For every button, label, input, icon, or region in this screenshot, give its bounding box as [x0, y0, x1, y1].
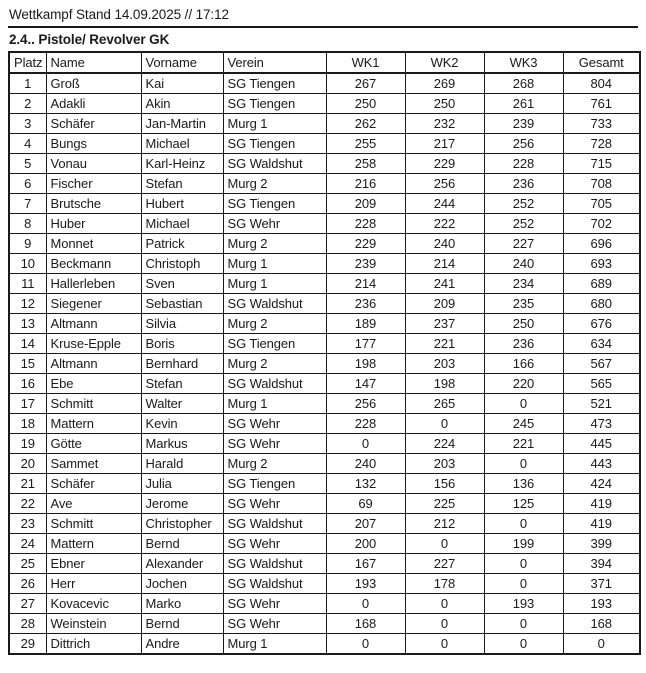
table-row — [9, 354, 640, 374]
cell-wk1: 228 — [326, 214, 405, 234]
cell-verein: SG Tiengen — [223, 474, 326, 494]
cell-platz: 1 — [9, 73, 46, 94]
cell-vorname: Stefan — [141, 174, 223, 194]
cell-wk2: 269 — [405, 73, 484, 94]
table-row — [9, 514, 640, 534]
table-row — [9, 534, 640, 554]
cell-gesamt: 715 — [563, 154, 640, 174]
cell-vorname: Boris — [141, 334, 223, 354]
cell-verein: SG Tiengen — [223, 94, 326, 114]
section-title: 2.4.. Pistole/ Revolver GK — [9, 32, 170, 47]
table-row — [9, 274, 640, 294]
table-row — [9, 414, 640, 434]
cell-name: Brutsche — [46, 194, 141, 214]
cell-wk3: 250 — [484, 314, 563, 334]
cell-platz: 7 — [9, 194, 46, 214]
cell-wk2: 221 — [405, 334, 484, 354]
cell-wk3: 199 — [484, 534, 563, 554]
cell-wk1: 239 — [326, 254, 405, 274]
cell-gesamt: 702 — [563, 214, 640, 234]
cell-wk3: 125 — [484, 494, 563, 514]
cell-wk3: 239 — [484, 114, 563, 134]
column-header-vorname: Vorname — [141, 52, 223, 73]
cell-vorname: Jerome — [141, 494, 223, 514]
cell-wk2: 178 — [405, 574, 484, 594]
cell-verein: SG Waldshut — [223, 574, 326, 594]
cell-platz: 3 — [9, 114, 46, 134]
cell-wk1: 228 — [326, 414, 405, 434]
cell-platz: 25 — [9, 554, 46, 574]
cell-name: Siegener — [46, 294, 141, 314]
cell-vorname: Patrick — [141, 234, 223, 254]
cell-wk1: 167 — [326, 554, 405, 574]
cell-wk2: 212 — [405, 514, 484, 534]
cell-vorname: Michael — [141, 214, 223, 234]
cell-gesamt: 0 — [563, 634, 640, 655]
cell-gesamt: 728 — [563, 134, 640, 154]
table-row — [9, 494, 640, 514]
cell-vorname: Hubert — [141, 194, 223, 214]
cell-platz: 19 — [9, 434, 46, 454]
cell-wk2: 222 — [405, 214, 484, 234]
cell-gesamt: 804 — [563, 73, 640, 94]
cell-wk2: 0 — [405, 634, 484, 655]
column-header-gesamt: Gesamt — [563, 52, 640, 73]
cell-gesamt: 445 — [563, 434, 640, 454]
cell-vorname: Karl-Heinz — [141, 154, 223, 174]
cell-vorname: Sven — [141, 274, 223, 294]
cell-wk3: 220 — [484, 374, 563, 394]
cell-name: Adakli — [46, 94, 141, 114]
cell-gesamt: 680 — [563, 294, 640, 314]
cell-gesamt: 733 — [563, 114, 640, 134]
cell-platz: 11 — [9, 274, 46, 294]
cell-platz: 29 — [9, 634, 46, 655]
cell-verein: SG Waldshut — [223, 154, 326, 174]
cell-verein: SG Waldshut — [223, 514, 326, 534]
cell-name: Altmann — [46, 354, 141, 374]
column-header-wk1: WK1 — [326, 52, 405, 73]
table-row — [9, 594, 640, 614]
cell-verein: Murg 2 — [223, 314, 326, 334]
table-row — [9, 554, 640, 574]
cell-wk3: 0 — [484, 634, 563, 655]
cell-wk2: 229 — [405, 154, 484, 174]
table-row — [9, 634, 640, 655]
cell-wk1: 262 — [326, 114, 405, 134]
table-row — [9, 134, 640, 154]
cell-gesamt: 705 — [563, 194, 640, 214]
table-row — [9, 454, 640, 474]
cell-wk1: 198 — [326, 354, 405, 374]
cell-wk2: 256 — [405, 174, 484, 194]
cell-wk2: 227 — [405, 554, 484, 574]
cell-wk1: 267 — [326, 73, 405, 94]
cell-gesamt: 424 — [563, 474, 640, 494]
cell-vorname: Marko — [141, 594, 223, 614]
cell-gesamt: 696 — [563, 234, 640, 254]
results-table-body — [9, 73, 640, 654]
cell-vorname: Kevin — [141, 414, 223, 434]
cell-platz: 24 — [9, 534, 46, 554]
cell-wk2: 214 — [405, 254, 484, 274]
cell-platz: 23 — [9, 514, 46, 534]
cell-name: Ebner — [46, 554, 141, 574]
cell-gesamt: 676 — [563, 314, 640, 334]
cell-wk1: 250 — [326, 94, 405, 114]
cell-wk3: 235 — [484, 294, 563, 314]
table-row — [9, 234, 640, 254]
cell-platz: 18 — [9, 414, 46, 434]
table-row — [9, 94, 640, 114]
cell-vorname: Christopher — [141, 514, 223, 534]
cell-platz: 10 — [9, 254, 46, 274]
cell-verein: SG Wehr — [223, 534, 326, 554]
cell-wk2: 241 — [405, 274, 484, 294]
cell-wk1: 240 — [326, 454, 405, 474]
cell-vorname: Bernd — [141, 614, 223, 634]
cell-wk2: 250 — [405, 94, 484, 114]
cell-name: Kruse-Epple — [46, 334, 141, 354]
table-row — [9, 73, 640, 94]
cell-platz: 4 — [9, 134, 46, 154]
cell-gesamt: 567 — [563, 354, 640, 374]
cell-name: Ebe — [46, 374, 141, 394]
cell-name: Schäfer — [46, 474, 141, 494]
table-row — [9, 154, 640, 174]
column-header-wk2: WK2 — [405, 52, 484, 73]
cell-wk3: 227 — [484, 234, 563, 254]
cell-wk1: 214 — [326, 274, 405, 294]
table-row — [9, 214, 640, 234]
cell-verein: Murg 1 — [223, 114, 326, 134]
cell-gesamt: 634 — [563, 334, 640, 354]
cell-platz: 16 — [9, 374, 46, 394]
cell-platz: 13 — [9, 314, 46, 334]
cell-wk3: 136 — [484, 474, 563, 494]
cell-vorname: Kai — [141, 73, 223, 94]
cell-vorname: Jan-Martin — [141, 114, 223, 134]
cell-platz: 9 — [9, 234, 46, 254]
cell-vorname: Markus — [141, 434, 223, 454]
cell-verein: SG Wehr — [223, 414, 326, 434]
cell-wk3: 252 — [484, 214, 563, 234]
cell-name: Bungs — [46, 134, 141, 154]
cell-gesamt: 419 — [563, 514, 640, 534]
cell-name: Ave — [46, 494, 141, 514]
cell-verein: Murg 1 — [223, 394, 326, 414]
cell-platz: 17 — [9, 394, 46, 414]
cell-verein: SG Wehr — [223, 594, 326, 614]
cell-vorname: Andre — [141, 634, 223, 655]
cell-wk1: 0 — [326, 634, 405, 655]
cell-platz: 15 — [9, 354, 46, 374]
cell-wk3: 0 — [484, 454, 563, 474]
cell-vorname: Walter — [141, 394, 223, 414]
table-row — [9, 174, 640, 194]
results-table — [8, 51, 641, 655]
cell-vorname: Julia — [141, 474, 223, 494]
cell-wk1: 177 — [326, 334, 405, 354]
cell-vorname: Christoph — [141, 254, 223, 274]
cell-wk3: 0 — [484, 614, 563, 634]
cell-wk3: 245 — [484, 414, 563, 434]
cell-platz: 22 — [9, 494, 46, 514]
cell-wk2: 237 — [405, 314, 484, 334]
cell-wk3: 240 — [484, 254, 563, 274]
cell-platz: 5 — [9, 154, 46, 174]
cell-gesamt: 565 — [563, 374, 640, 394]
cell-wk3: 0 — [484, 394, 563, 414]
cell-wk3: 0 — [484, 574, 563, 594]
cell-wk2: 198 — [405, 374, 484, 394]
cell-wk2: 0 — [405, 414, 484, 434]
cell-wk1: 209 — [326, 194, 405, 214]
cell-platz: 2 — [9, 94, 46, 114]
cell-gesamt: 193 — [563, 594, 640, 614]
cell-wk2: 156 — [405, 474, 484, 494]
cell-wk3: 268 — [484, 73, 563, 94]
cell-wk2: 225 — [405, 494, 484, 514]
cell-wk1: 193 — [326, 574, 405, 594]
cell-name: Schmitt — [46, 514, 141, 534]
cell-gesamt: 371 — [563, 574, 640, 594]
table-row — [9, 294, 640, 314]
cell-verein: Murg 2 — [223, 354, 326, 374]
cell-vorname: Stefan — [141, 374, 223, 394]
cell-gesamt: 521 — [563, 394, 640, 414]
cell-vorname: Alexander — [141, 554, 223, 574]
cell-wk1: 132 — [326, 474, 405, 494]
cell-verein: SG Tiengen — [223, 73, 326, 94]
column-header-platz: Platz — [9, 52, 46, 73]
cell-wk3: 261 — [484, 94, 563, 114]
cell-wk1: 0 — [326, 594, 405, 614]
cell-wk3: 236 — [484, 174, 563, 194]
cell-name: Götte — [46, 434, 141, 454]
cell-gesamt: 689 — [563, 274, 640, 294]
cell-verein: SG Waldshut — [223, 374, 326, 394]
cell-wk2: 0 — [405, 534, 484, 554]
cell-vorname: Bernhard — [141, 354, 223, 374]
cell-wk2: 0 — [405, 594, 484, 614]
cell-name: Herr — [46, 574, 141, 594]
cell-gesamt: 761 — [563, 94, 640, 114]
results-table-header — [9, 52, 640, 73]
cell-wk1: 189 — [326, 314, 405, 334]
table-row — [9, 474, 640, 494]
cell-verein: SG Wehr — [223, 494, 326, 514]
cell-platz: 20 — [9, 454, 46, 474]
cell-wk1: 207 — [326, 514, 405, 534]
cell-name: Sammet — [46, 454, 141, 474]
cell-gesamt: 168 — [563, 614, 640, 634]
cell-wk2: 224 — [405, 434, 484, 454]
table-row — [9, 374, 640, 394]
cell-platz: 6 — [9, 174, 46, 194]
cell-wk1: 255 — [326, 134, 405, 154]
cell-name: Mattern — [46, 534, 141, 554]
cell-wk1: 258 — [326, 154, 405, 174]
cell-platz: 21 — [9, 474, 46, 494]
table-row — [9, 334, 640, 354]
cell-verein: Murg 1 — [223, 254, 326, 274]
cell-name: Groß — [46, 73, 141, 94]
table-row — [9, 254, 640, 274]
cell-wk3: 166 — [484, 354, 563, 374]
table-row — [9, 314, 640, 334]
cell-name: Altmann — [46, 314, 141, 334]
cell-vorname: Michael — [141, 134, 223, 154]
cell-verein: SG Tiengen — [223, 334, 326, 354]
header-row — [9, 52, 640, 73]
report-title: Wettkampf Stand 14.09.2025 // 17:12 — [9, 7, 229, 22]
cell-vorname: Bernd — [141, 534, 223, 554]
cell-wk2: 244 — [405, 194, 484, 214]
cell-wk3: 236 — [484, 334, 563, 354]
cell-name: Beckmann — [46, 254, 141, 274]
cell-vorname: Harald — [141, 454, 223, 474]
cell-platz: 27 — [9, 594, 46, 614]
cell-wk2: 232 — [405, 114, 484, 134]
cell-verein: SG Tiengen — [223, 194, 326, 214]
cell-wk2: 217 — [405, 134, 484, 154]
cell-wk1: 236 — [326, 294, 405, 314]
cell-wk3: 234 — [484, 274, 563, 294]
cell-vorname: Sebastian — [141, 294, 223, 314]
table-row — [9, 114, 640, 134]
cell-platz: 26 — [9, 574, 46, 594]
cell-wk1: 229 — [326, 234, 405, 254]
table-row — [9, 394, 640, 414]
cell-verein: Murg 2 — [223, 454, 326, 474]
cell-wk1: 216 — [326, 174, 405, 194]
cell-name: Kovacevic — [46, 594, 141, 614]
cell-verein: Murg 2 — [223, 234, 326, 254]
cell-vorname: Silvia — [141, 314, 223, 334]
cell-wk2: 265 — [405, 394, 484, 414]
cell-platz: 12 — [9, 294, 46, 314]
cell-gesamt: 708 — [563, 174, 640, 194]
cell-wk3: 193 — [484, 594, 563, 614]
cell-name: Huber — [46, 214, 141, 234]
cell-wk3: 252 — [484, 194, 563, 214]
cell-vorname: Akin — [141, 94, 223, 114]
cell-wk3: 228 — [484, 154, 563, 174]
cell-verein: Murg 2 — [223, 174, 326, 194]
cell-gesamt: 419 — [563, 494, 640, 514]
table-row — [9, 574, 640, 594]
cell-gesamt: 443 — [563, 454, 640, 474]
cell-wk1: 200 — [326, 534, 405, 554]
cell-platz: 14 — [9, 334, 46, 354]
cell-verein: SG Wehr — [223, 434, 326, 454]
cell-name: Vonau — [46, 154, 141, 174]
cell-gesamt: 473 — [563, 414, 640, 434]
cell-wk2: 209 — [405, 294, 484, 314]
cell-wk1: 0 — [326, 434, 405, 454]
cell-wk3: 0 — [484, 514, 563, 534]
cell-verein: Murg 1 — [223, 274, 326, 294]
cell-name: Weinstein — [46, 614, 141, 634]
column-header-wk3: WK3 — [484, 52, 563, 73]
cell-wk3: 221 — [484, 434, 563, 454]
table-row — [9, 434, 640, 454]
cell-verein: SG Tiengen — [223, 134, 326, 154]
cell-name: Dittrich — [46, 634, 141, 655]
cell-wk3: 0 — [484, 554, 563, 574]
cell-wk1: 256 — [326, 394, 405, 414]
cell-vorname: Jochen — [141, 574, 223, 594]
table-row — [9, 614, 640, 634]
cell-name: Schmitt — [46, 394, 141, 414]
cell-gesamt: 399 — [563, 534, 640, 554]
cell-gesamt: 693 — [563, 254, 640, 274]
column-header-verein: Verein — [223, 52, 326, 73]
title-divider — [8, 26, 638, 28]
cell-verein: SG Wehr — [223, 214, 326, 234]
cell-name: Fischer — [46, 174, 141, 194]
cell-verein: SG Waldshut — [223, 554, 326, 574]
cell-name: Mattern — [46, 414, 141, 434]
cell-wk1: 69 — [326, 494, 405, 514]
cell-name: Hallerleben — [46, 274, 141, 294]
cell-verein: SG Waldshut — [223, 294, 326, 314]
cell-wk2: 203 — [405, 354, 484, 374]
cell-wk2: 203 — [405, 454, 484, 474]
table-row — [9, 194, 640, 214]
cell-verein: SG Wehr — [223, 614, 326, 634]
cell-platz: 28 — [9, 614, 46, 634]
cell-wk1: 168 — [326, 614, 405, 634]
cell-wk2: 0 — [405, 614, 484, 634]
cell-platz: 8 — [9, 214, 46, 234]
cell-wk2: 240 — [405, 234, 484, 254]
cell-gesamt: 394 — [563, 554, 640, 574]
cell-verein: Murg 1 — [223, 634, 326, 655]
cell-name: Schäfer — [46, 114, 141, 134]
cell-wk3: 256 — [484, 134, 563, 154]
column-header-name: Name — [46, 52, 141, 73]
cell-name: Monnet — [46, 234, 141, 254]
cell-wk1: 147 — [326, 374, 405, 394]
